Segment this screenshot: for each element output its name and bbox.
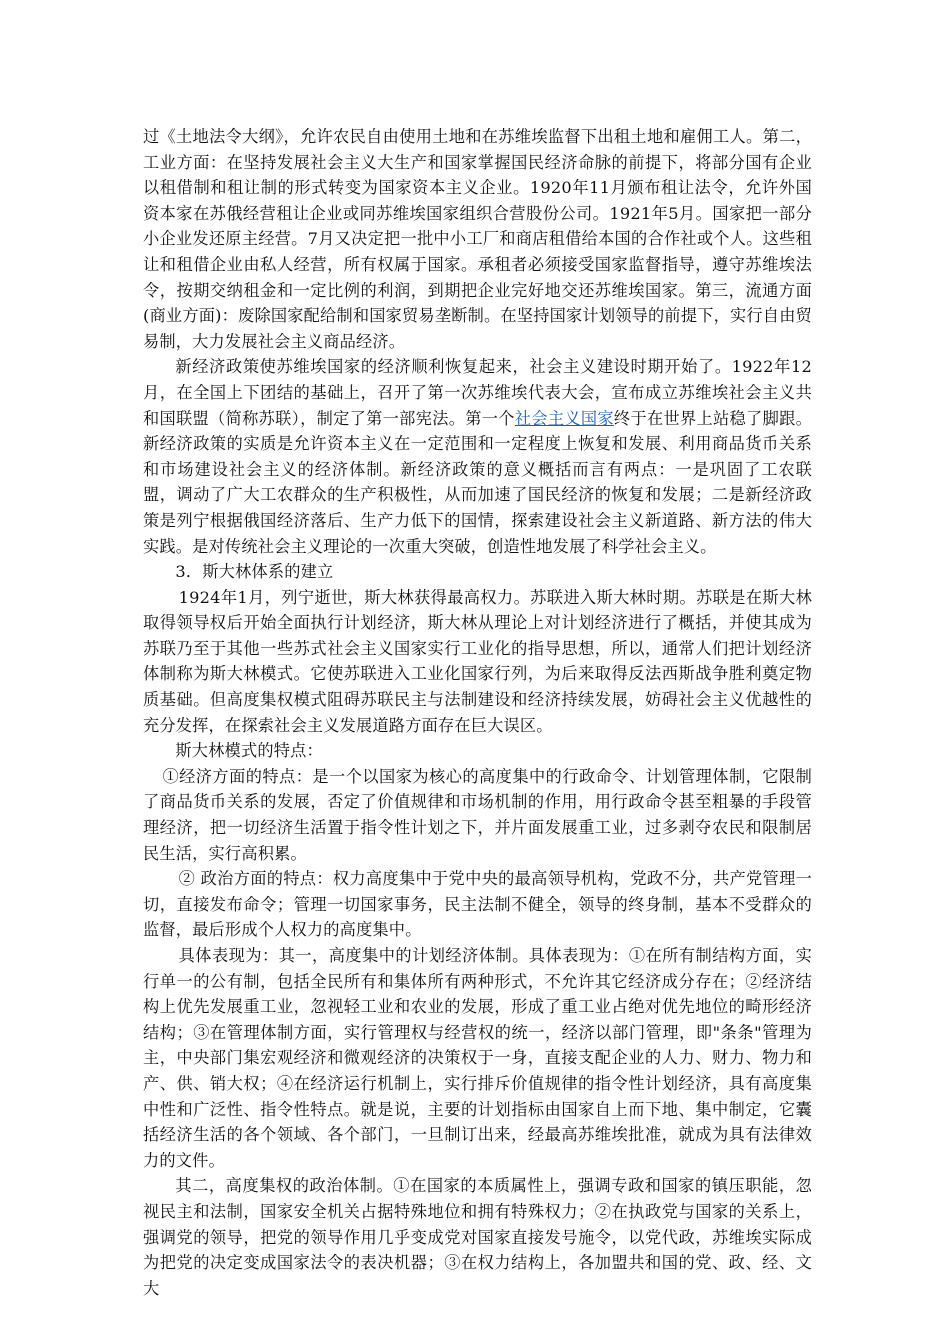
paragraph-stalin-model-features: 斯大林模式的特点： [175,741,323,761]
paragraph-text: 新经济政策使苏维埃国家的经济顺利恢复起来，社会主义建设时期开始了。1922年12月，在全国上下团结的基础上，召开了第一次苏维埃代表大会，宣布成立苏维埃社会主义共和国联盟（简称苏联），制定了第一部宪法。第一个 [143,357,812,428]
paragraph-political-features: ② 政治方面的特点：权力高度集中于党中央的最高领导机构，党政不分，共产党管理一切，直接发布命令；管理一切国家事务，民主法制不健全，领导的终身制，基本不受群众的监督，最后形成个人权力的高度集中。 [143,869,812,940]
paragraph-nep-significance [143,354,812,559]
paragraph-concrete-manifestation: 具体表现为：其一，高度集中的计划经济体制。具体表现为：①在所有制结构方面，实行单一的公有制，包括全民所有和集体所有两种形式，不允许其它经济成分存在；②经济结构上优先发展重工业，忽视轻工业和农业的发展，形成了重工业占绝对优先地位的畸形经济结构；③在管理体制方面，实行管理权与经营权的统一，经济以部门管理，即"条条"管理为主，中央部门集宏观经济和微观经济的决策权于一身，直接支配企业的人力、财力、物力和产、供、销大权；④在经济运行机制上，实行排斥价值规律的指令性计划经济，具有高度集中性和广泛性、指令性特点。就是说，主要的计划指标由国家自上而下地、集中制定，它囊括经济生活的各个领域、各个部门，一旦制订出来，经最高苏维埃批准，就成为具有法律效力的文件。 [143,946,812,1170]
section-heading-stalin-system: 3．斯大林体系的建立 [175,562,334,582]
paragraph-political-system: 其二，高度集权的政治体制。①在国家的本质属性上，强调专政和国家的镇压职能，忽视民主和法制，国家安全机关占据特殊地位和拥有特殊权力；②在执政党与国家的关系上，强调党的领导，把党的领导作用几乎变成党对国家直接发号施令，以党代政，苏维埃实际成为把党的决定变成国家法令的表决机器；③在权力结构上，各加盟共和国的党、政、经、文大 [143,1176,812,1298]
paragraph-stalin-era: 1924年1月，列宁逝世，斯大林获得最高权力。苏联进入斯大林时期。苏联是在斯大林取得领导权后开始全面执行计划经济，斯大林从理论上对计划经济进行了概括，并使其成为苏联乃至于其他一些苏式社会主义国家实行工业化的指导思想，所以，通常人们把计划经济体制称为斯大林模式。它使苏联进入工业化国家行列，为后来取得反法西斯战争胜利奠定物质基础。但高度集权模式阻碍苏联民主与法制建设和经济持续发展，妨碍社会主义优越性的充分发挥，在探索社会主义发展道路方面存在巨大误区。 [143,587,812,735]
document-page [143,124,812,1301]
socialist-state-link[interactable]: 社会主义国家 [514,408,614,428]
paragraph-text: 终于在世界上站稳了脚跟。新经济政策的实质是允许资本主义在一定范围和一定程度上恢复和发展、利用商品货币关系和市场建设社会主义的经济体制。新经济政策的意义概括而言有两点：一是巩固了工农联盟，调动了广大工农群众的生产积极性，从而加速了国民经济的恢复和发展；二是新经济政策是列宁根据俄国经济落后、生产力低下的国情，探索建设社会主义新道路、新方法的伟大实践。是对传统社会主义理论的一次重大突破，创造性地发展了科学社会主义。 [143,408,813,556]
paragraph-economic-features: ①经济方面的特点：是一个以国家为核心的高度集中的行政命令、计划管理体制，它限制了商品货币关系的发展，否定了价值规律和市场机制的作用，用行政命令甚至粗暴的手段管理经济，把一切经济生活置于指令性计划之下，并片面发展重工业，过多剥夺农民和限制居民生活，实行高积累。 [143,766,812,863]
paragraph-nep-content: 过《土地法令大纲》，允许农民自由使用土地和在苏维埃监督下出租土地和雇佣工人。第二，工业方面：在坚持发展社会主义大生产和国家掌握国民经济命脉的前提下，将部分国有企业以租借制和租让制的形式转变为国家资本主义企业。1920年11月颁布租让法令，允许外国资本家在苏俄经营租让企业或同苏维埃国家组织合营股份公司。1921年5月。国家把一部分小企业发还原主经营。7月又决定把一批中小工厂和商店租借给本国的合作社或个人。这些租让和租借企业由私人经营，所有权属于国家。承租者必须接受国家监督指导，遵守苏维埃法令，按期交纳租金和一定比例的利润，到期把企业完好地交还苏维埃国家。第三，流通方面(商业方面)：废除国家配给制和国家贸易垄断制。在坚持国家计划领导的前提下，实行自由贸易制，大力发展社会主义商品经济。 [143,127,812,351]
